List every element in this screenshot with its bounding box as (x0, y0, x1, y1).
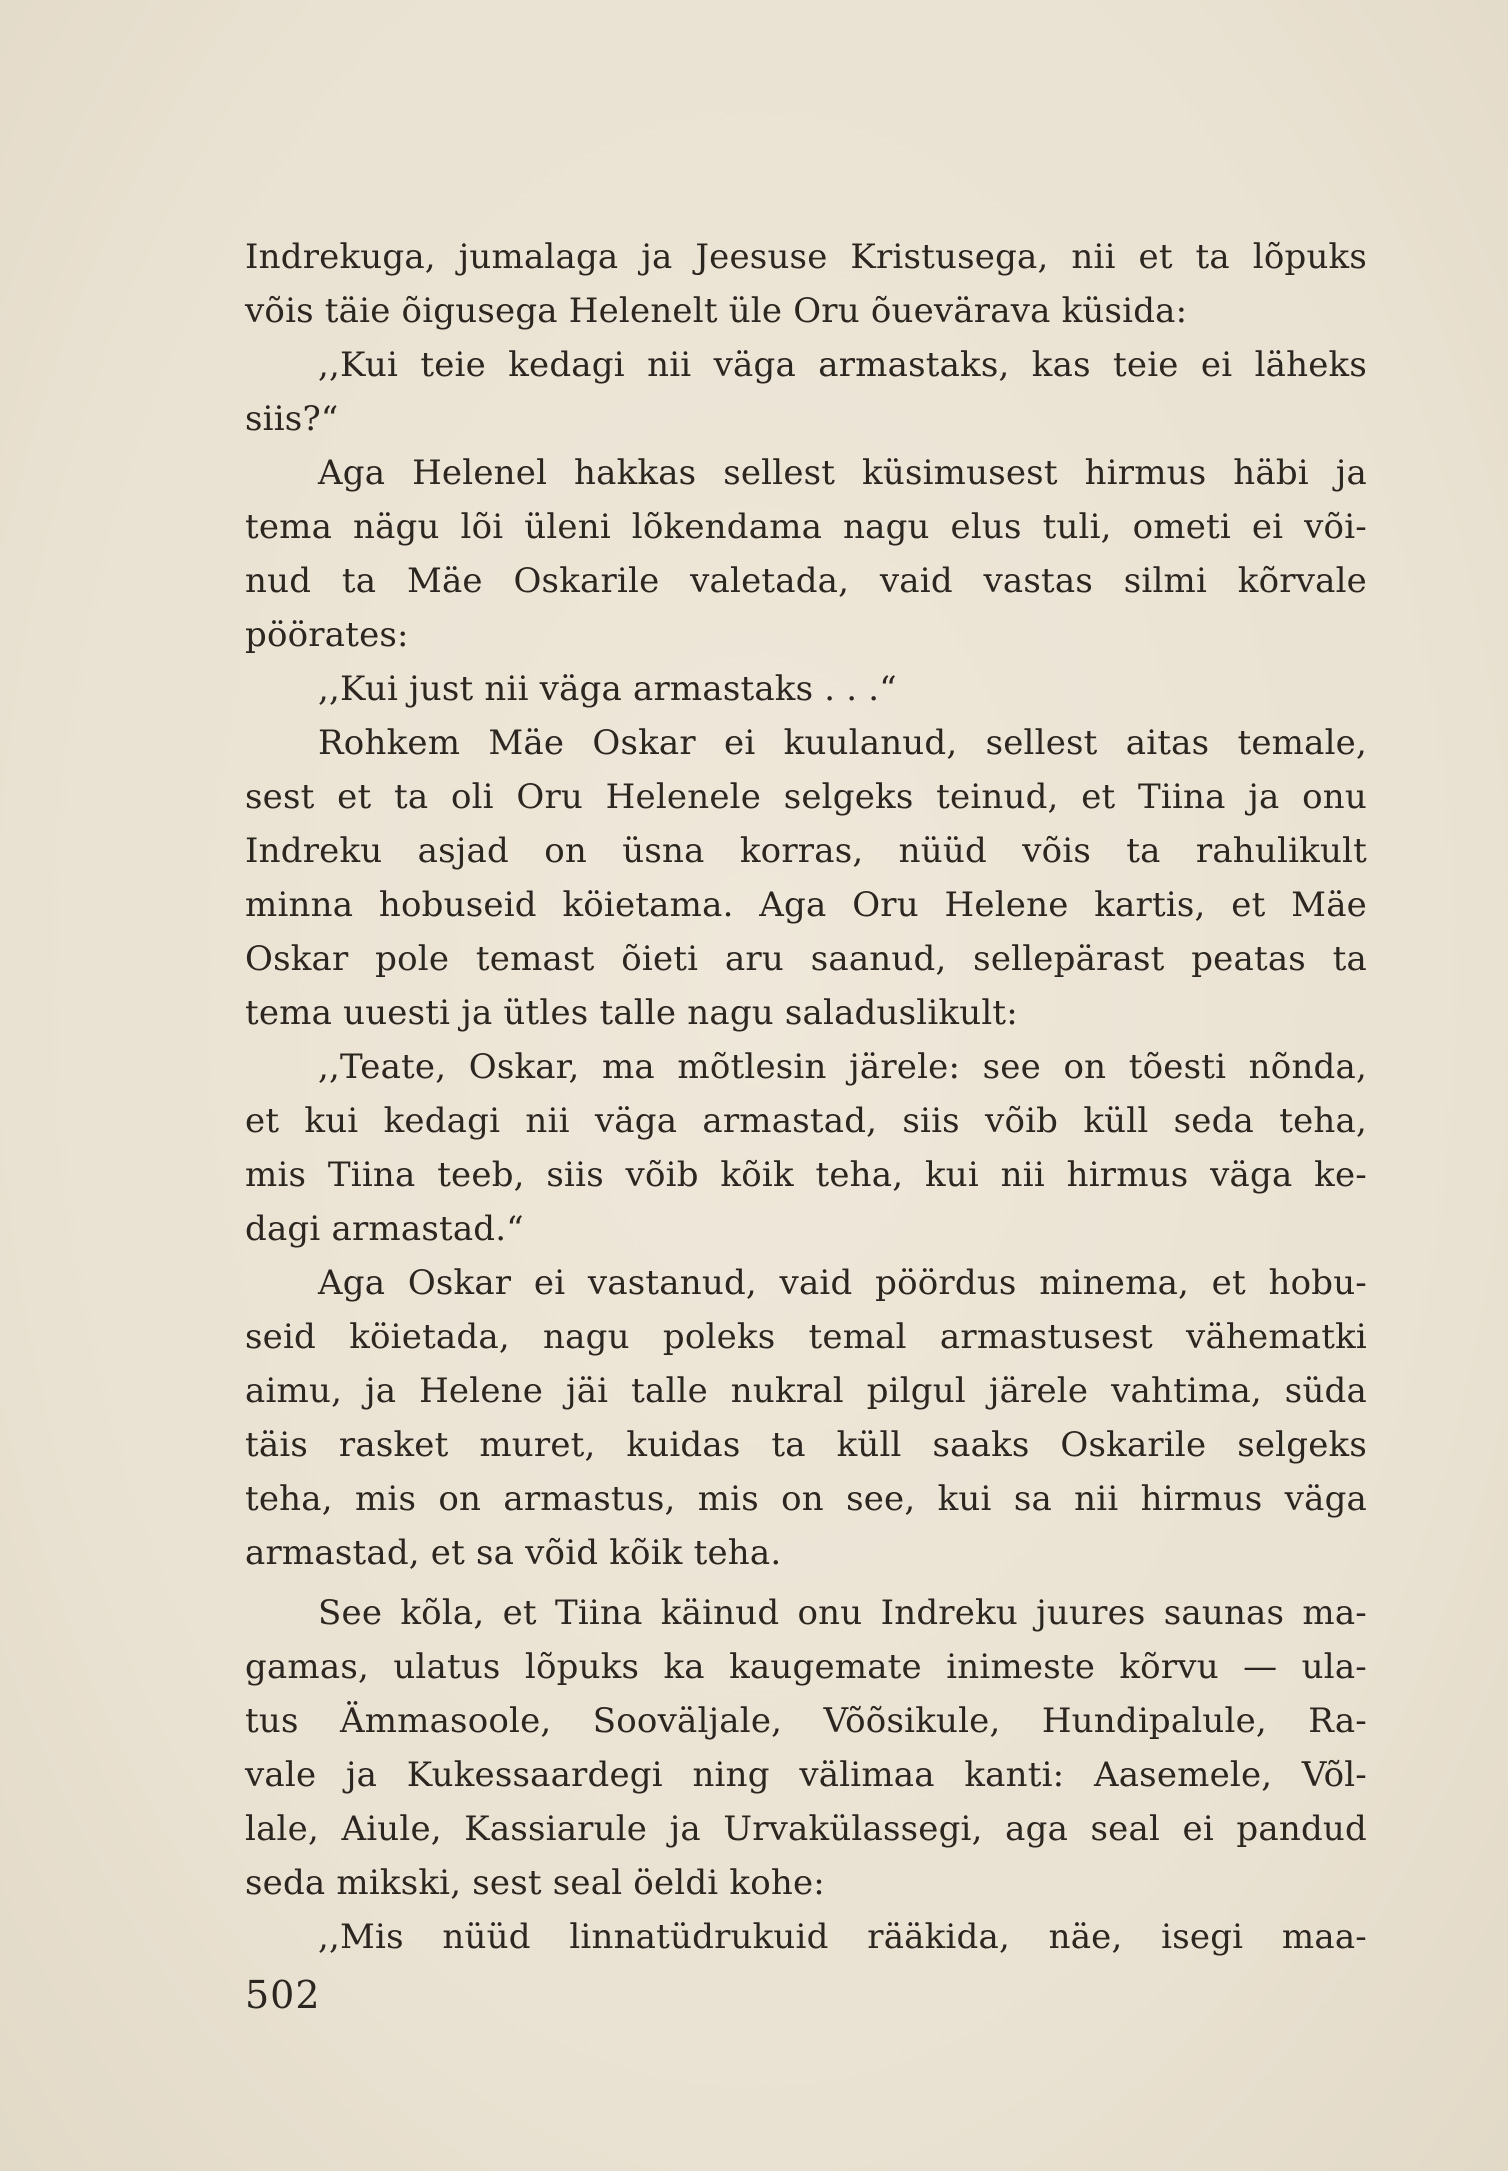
text-line: ,,Teate, Oskar, ma mõtlesin järele: see on tõesti nõnda, (318, 1047, 1367, 1087)
text-line: sest et ta oli Oru Helenele selgeks teinud, et Tiina ja onu (245, 777, 1367, 817)
text-line: armastad, et sa võid kõik teha. (245, 1533, 782, 1573)
text-line: Rohkem Mäe Oskar ei kuulanud, sellest aitas temale, (318, 723, 1367, 763)
text-line: ,,Kui teie kedagi nii väga armastaks, kas teie ei läheks (318, 345, 1367, 385)
text-line: seid köietada, nagu poleks temal armastusest vähematki (245, 1317, 1367, 1357)
text-line: Aga Oskar ei vastanud, vaid pöördus minema, et hobu- (318, 1263, 1367, 1303)
text-line: siis?“ (245, 399, 339, 439)
text-line: aimu, ja Helene jäi talle nukral pilgul järele vahtima, süda (245, 1371, 1367, 1411)
text-line: Indrekuga, jumalaga ja Jeesuse Kristusega, nii et ta lõpuks (245, 237, 1367, 277)
text-line: dagi armastad.“ (245, 1209, 524, 1249)
body-text (245, 230, 1367, 1964)
text-line: pöörates: (245, 615, 409, 655)
text-line: gamas, ulatus lõpuks ka kaugemate inimeste kõrvu — ula- (245, 1647, 1367, 1687)
text-line: täis rasket muret, kuidas ta küll saaks Oskarile selgeks (245, 1425, 1367, 1465)
text-line: ,,Kui just nii väga armastaks . . .“ (318, 669, 897, 709)
text-line: minna hobuseid köietama. Aga Oru Helene kartis, et Mäe (245, 885, 1367, 925)
text-line: mis Tiina teeb, siis võib kõik teha, kui nii hirmus väga ke- (245, 1155, 1367, 1195)
text-line: et kui kedagi nii väga armastad, siis võib küll seda teha, (245, 1101, 1367, 1141)
text-line: Oskar pole temast õieti aru saanud, sellepärast peatas ta (245, 939, 1367, 979)
text-line: ,,Mis nüüd linnatüdrukuid rääkida, näe, isegi maa- (318, 1917, 1367, 1957)
text-line: tema nägu lõi üleni lõkendama nagu elus tuli, ometi ei või- (245, 507, 1367, 547)
text-line: seda mikski, sest seal öeldi kohe: (245, 1863, 825, 1903)
text-line: tema uuesti ja ütles talle nagu saladuslikult: (245, 993, 1018, 1033)
text-line: võis täie õigusega Helenelt üle Oru õueväravа küsida: (245, 291, 1188, 331)
page-number: 502 (245, 1973, 321, 2017)
text-line: Indreku asjad on üsna korras, nüüd võis ta rahulikult (245, 831, 1367, 871)
text-line: See kõla, et Tiina käinud onu Indreku juures saunas ma- (318, 1593, 1367, 1633)
text-line: nud ta Mäe Oskarile valetada, vaid vastas silmi kõrvale (245, 561, 1367, 601)
text-line: teha, mis on armastus, mis on see, kui sa nii hirmus väga (245, 1479, 1367, 1519)
text-line: lale, Aiule, Kassiarule ja Urvakülassegi, aga seal ei pandud (245, 1809, 1367, 1849)
text-line: tus Ämmasoole, Sooväljale, Võõsikule, Hundipalule, Ra- (245, 1701, 1367, 1741)
text-line: vale ja Kukessaardegi ning välimaa kanti: Aasemele, Võl- (245, 1755, 1367, 1795)
text-line: Aga Helenel hakkas sellest küsimusest hirmus häbi ja (318, 453, 1367, 493)
